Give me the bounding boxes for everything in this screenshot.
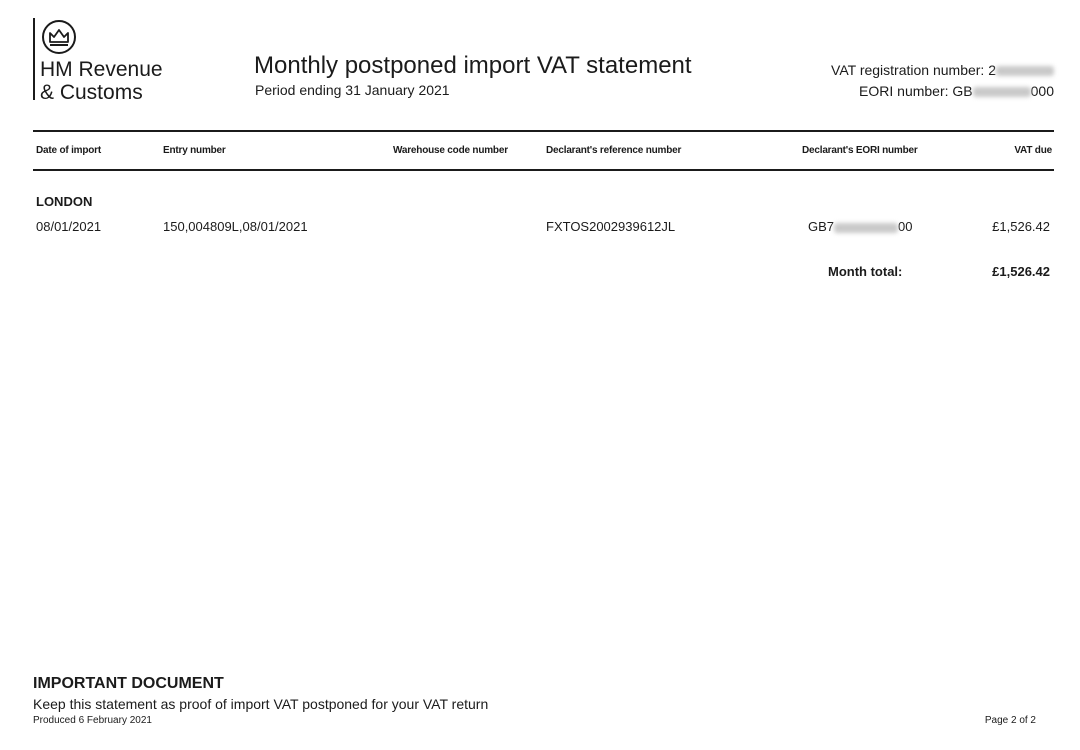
column-header-date: Date of import — [36, 145, 101, 156]
cell-vat-due: £1,526.42 — [992, 219, 1050, 234]
eori-end: 000 — [1030, 83, 1054, 99]
eori-number — [859, 83, 1054, 99]
month-total-label: Month total: — [828, 264, 903, 279]
table-top-rule — [33, 130, 1054, 132]
table-header-rule — [33, 169, 1054, 171]
cell-reference: FXTOS2002939612JL — [546, 219, 676, 234]
column-header-entry: Entry number — [163, 145, 226, 156]
eori-label: EORI number: GB — [859, 83, 973, 99]
column-header-eori: Declarant's EORI number — [802, 145, 918, 156]
vat-registration-number — [831, 62, 1054, 78]
eori-prefix: GB7 — [808, 219, 835, 234]
important-notice: IMPORTANT DOCUMENT — [33, 675, 224, 692]
keep-statement-text: Keep this statement as proof of import VAT postponed for your VAT return — [33, 696, 489, 712]
column-header-vat-due: VAT due — [1014, 145, 1052, 156]
document-title: Monthly postponed import VAT statement — [254, 52, 692, 79]
redacted-value — [996, 66, 1054, 76]
crown-icon — [41, 19, 77, 55]
brand-line-2: & Customs — [40, 81, 143, 104]
cell-eori — [808, 219, 912, 234]
period-ending: Period ending 31 January 2021 — [255, 82, 450, 98]
redacted-value — [834, 223, 898, 233]
cell-entry: 150,004809L,08/01/2021 — [163, 219, 308, 234]
vat-reg-label: VAT registration number: 2 — [831, 62, 996, 78]
group-heading: LONDON — [36, 194, 93, 209]
month-total-value: £1,526.42 — [992, 264, 1050, 279]
logo-divider — [33, 18, 35, 100]
redacted-value — [973, 87, 1031, 97]
brand-name — [40, 58, 163, 104]
produced-date: Produced 6 February 2021 — [33, 715, 152, 726]
cell-date: 08/01/2021 — [36, 219, 102, 234]
eori-suffix: 00 — [898, 219, 913, 234]
brand-line-1: HM Revenue — [40, 58, 163, 81]
page-number: Page 2 of 2 — [984, 715, 1036, 726]
column-header-reference: Declarant's reference number — [546, 145, 682, 156]
column-header-warehouse: Warehouse code number — [393, 145, 508, 156]
